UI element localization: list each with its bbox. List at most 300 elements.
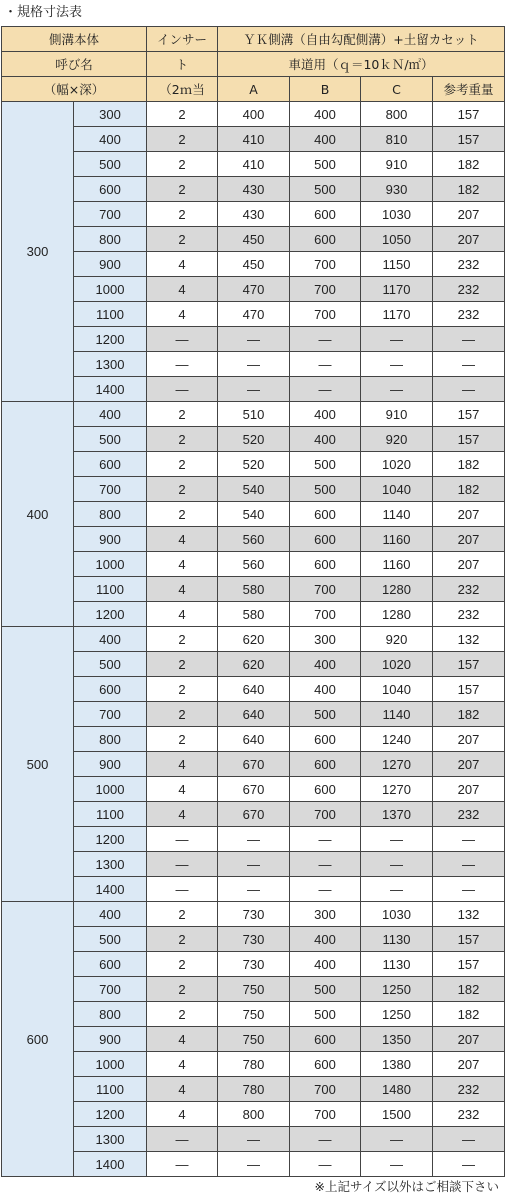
dim-a-cell: 620 — [218, 627, 290, 652]
size-cell: 600 — [74, 952, 147, 977]
dim-c-cell: 1040 — [361, 477, 433, 502]
dim-c-cell: 1370 — [361, 802, 433, 827]
weight-cell: — — [433, 852, 505, 877]
dim-c-cell: — — [361, 827, 433, 852]
size-cell: 900 — [74, 252, 147, 277]
dim-a-cell: 640 — [218, 702, 290, 727]
dim-a-cell: — — [218, 1127, 290, 1152]
weight-cell: 207 — [433, 752, 505, 777]
dim-b-cell: — — [290, 377, 361, 402]
table-row — [2, 602, 505, 627]
size-cell: 600 — [74, 677, 147, 702]
dim-a-cell: 430 — [218, 177, 290, 202]
dim-a-cell: 410 — [218, 152, 290, 177]
dim-c-cell: 1170 — [361, 302, 433, 327]
dim-c-cell: 910 — [361, 402, 433, 427]
insert-cell: 4 — [147, 1077, 218, 1102]
weight-cell: 157 — [433, 127, 505, 152]
size-cell: 900 — [74, 752, 147, 777]
size-cell: 1000 — [74, 777, 147, 802]
table-row — [2, 327, 505, 352]
header-insert-2: ト — [147, 52, 218, 77]
table-row — [2, 252, 505, 277]
dim-b-cell: 600 — [290, 1052, 361, 1077]
weight-cell: — — [433, 827, 505, 852]
weight-cell: — — [433, 877, 505, 902]
header-col-a: A — [218, 77, 290, 102]
dim-c-cell: — — [361, 852, 433, 877]
header-insert-3: （2ｍ当 — [147, 77, 218, 102]
dim-c-cell: — — [361, 327, 433, 352]
dim-c-cell: 1020 — [361, 652, 433, 677]
table-row — [2, 977, 505, 1002]
weight-cell: 232 — [433, 302, 505, 327]
size-cell: 800 — [74, 727, 147, 752]
dim-a-cell: — — [218, 827, 290, 852]
table-row — [2, 102, 505, 127]
header-col-b: B — [290, 77, 361, 102]
dim-b-cell: 300 — [290, 627, 361, 652]
dim-c-cell: 1250 — [361, 1002, 433, 1027]
insert-cell: 2 — [147, 402, 218, 427]
table-row — [2, 927, 505, 952]
dim-a-cell: 640 — [218, 677, 290, 702]
group-width-cell: 600 — [2, 902, 74, 1177]
size-cell: 700 — [74, 202, 147, 227]
dim-a-cell: — — [218, 877, 290, 902]
size-cell: 1100 — [74, 577, 147, 602]
weight-cell: 157 — [433, 427, 505, 452]
insert-cell: 2 — [147, 652, 218, 677]
dim-c-cell: — — [361, 1152, 433, 1177]
dim-c-cell: 1380 — [361, 1052, 433, 1077]
dim-c-cell: 1280 — [361, 602, 433, 627]
weight-cell: 232 — [433, 602, 505, 627]
insert-cell: — — [147, 852, 218, 877]
table-row — [2, 527, 505, 552]
size-cell: 500 — [74, 427, 147, 452]
dim-a-cell: 780 — [218, 1077, 290, 1102]
table-row — [2, 952, 505, 977]
dim-b-cell: 400 — [290, 427, 361, 452]
dim-c-cell: 1480 — [361, 1077, 433, 1102]
dim-c-cell: 1030 — [361, 902, 433, 927]
table-row — [2, 402, 505, 427]
insert-cell: 4 — [147, 277, 218, 302]
dim-b-cell: 400 — [290, 127, 361, 152]
size-cell: 400 — [74, 902, 147, 927]
dim-b-cell: 400 — [290, 102, 361, 127]
dim-b-cell: 600 — [290, 527, 361, 552]
dim-c-cell: — — [361, 1127, 433, 1152]
dim-c-cell: 910 — [361, 152, 433, 177]
size-cell: 800 — [74, 502, 147, 527]
size-cell: 1300 — [74, 1127, 147, 1152]
weight-cell: — — [433, 327, 505, 352]
size-cell: 1100 — [74, 1077, 147, 1102]
dim-a-cell: — — [218, 377, 290, 402]
table-row — [2, 702, 505, 727]
size-cell: 500 — [74, 152, 147, 177]
size-cell: 300 — [74, 102, 147, 127]
dim-b-cell: 500 — [290, 177, 361, 202]
dim-b-cell: 700 — [290, 302, 361, 327]
size-cell: 1400 — [74, 377, 147, 402]
table-row — [2, 752, 505, 777]
dim-a-cell: — — [218, 1152, 290, 1177]
insert-cell: 2 — [147, 1002, 218, 1027]
weight-cell: 207 — [433, 727, 505, 752]
dim-b-cell: 400 — [290, 402, 361, 427]
dim-a-cell: 780 — [218, 1052, 290, 1077]
dim-a-cell: 670 — [218, 777, 290, 802]
table-row — [2, 227, 505, 252]
weight-cell: 182 — [433, 477, 505, 502]
insert-cell: — — [147, 1152, 218, 1177]
header-dims: （幅×深） — [2, 77, 147, 102]
dim-c-cell: 1350 — [361, 1027, 433, 1052]
weight-cell: 157 — [433, 677, 505, 702]
dim-c-cell: 920 — [361, 427, 433, 452]
table-row — [2, 677, 505, 702]
dim-c-cell: 1140 — [361, 502, 433, 527]
dim-b-cell: — — [290, 852, 361, 877]
size-cell: 1400 — [74, 877, 147, 902]
dim-c-cell: 1150 — [361, 252, 433, 277]
dim-a-cell: 520 — [218, 452, 290, 477]
dim-c-cell: 1160 — [361, 552, 433, 577]
dim-a-cell: 670 — [218, 752, 290, 777]
dim-b-cell: 500 — [290, 152, 361, 177]
table-row — [2, 177, 505, 202]
table-row — [2, 427, 505, 452]
insert-cell: 2 — [147, 702, 218, 727]
weight-cell: 132 — [433, 902, 505, 927]
header-nominal: 呼び名 — [2, 52, 147, 77]
dim-a-cell: 470 — [218, 302, 290, 327]
dim-b-cell: 500 — [290, 477, 361, 502]
size-cell: 1300 — [74, 852, 147, 877]
size-cell: 1200 — [74, 1102, 147, 1127]
dim-b-cell: — — [290, 877, 361, 902]
dim-a-cell: 450 — [218, 252, 290, 277]
dim-a-cell: 540 — [218, 502, 290, 527]
dim-b-cell: 700 — [290, 802, 361, 827]
dim-c-cell: 1130 — [361, 952, 433, 977]
weight-cell: 232 — [433, 277, 505, 302]
insert-cell: — — [147, 1127, 218, 1152]
dim-a-cell: 560 — [218, 552, 290, 577]
dim-c-cell: 1140 — [361, 702, 433, 727]
weight-cell: 207 — [433, 1052, 505, 1077]
table-row — [2, 852, 505, 877]
dim-b-cell: 400 — [290, 677, 361, 702]
dim-b-cell: 700 — [290, 577, 361, 602]
insert-cell: 4 — [147, 602, 218, 627]
dim-c-cell: 1030 — [361, 202, 433, 227]
size-cell: 1100 — [74, 302, 147, 327]
dim-a-cell: 640 — [218, 727, 290, 752]
size-cell: 1300 — [74, 352, 147, 377]
dim-b-cell: 600 — [290, 202, 361, 227]
size-cell: 600 — [74, 452, 147, 477]
insert-cell: 4 — [147, 802, 218, 827]
weight-cell: 232 — [433, 577, 505, 602]
table-row — [2, 1127, 505, 1152]
dim-b-cell: 500 — [290, 1002, 361, 1027]
size-cell: 700 — [74, 977, 147, 1002]
header-body: 側溝本体 — [2, 27, 147, 52]
dim-c-cell: — — [361, 377, 433, 402]
dim-c-cell: 1130 — [361, 927, 433, 952]
dim-c-cell: 810 — [361, 127, 433, 152]
insert-cell: 2 — [147, 452, 218, 477]
insert-cell: 4 — [147, 252, 218, 277]
dim-c-cell: 1240 — [361, 727, 433, 752]
dim-b-cell: 600 — [290, 502, 361, 527]
insert-cell: 4 — [147, 1027, 218, 1052]
dim-a-cell: 750 — [218, 1027, 290, 1052]
table-row — [2, 902, 505, 927]
dim-c-cell: 800 — [361, 102, 433, 127]
insert-cell: 2 — [147, 227, 218, 252]
dim-b-cell: 600 — [290, 777, 361, 802]
dim-b-cell: 500 — [290, 452, 361, 477]
dim-c-cell: 1050 — [361, 227, 433, 252]
weight-cell: 182 — [433, 452, 505, 477]
weight-cell: 207 — [433, 777, 505, 802]
insert-cell: 4 — [147, 752, 218, 777]
dim-a-cell: 620 — [218, 652, 290, 677]
dim-b-cell: 700 — [290, 1077, 361, 1102]
insert-cell: 2 — [147, 502, 218, 527]
table-row — [2, 377, 505, 402]
dim-a-cell: 520 — [218, 427, 290, 452]
insert-cell: 2 — [147, 902, 218, 927]
insert-cell: 2 — [147, 477, 218, 502]
dim-b-cell: — — [290, 352, 361, 377]
dim-a-cell: 560 — [218, 527, 290, 552]
insert-cell: 2 — [147, 427, 218, 452]
weight-cell: 207 — [433, 202, 505, 227]
insert-cell: 2 — [147, 202, 218, 227]
table-row — [2, 202, 505, 227]
dim-b-cell: — — [290, 327, 361, 352]
dim-c-cell: — — [361, 352, 433, 377]
dim-b-cell: 600 — [290, 227, 361, 252]
table-row — [2, 302, 505, 327]
weight-cell: 182 — [433, 702, 505, 727]
size-cell: 500 — [74, 927, 147, 952]
dim-a-cell: — — [218, 352, 290, 377]
insert-cell: 2 — [147, 677, 218, 702]
size-cell: 900 — [74, 527, 147, 552]
insert-cell: 4 — [147, 577, 218, 602]
dim-b-cell: — — [290, 1152, 361, 1177]
dim-b-cell: 700 — [290, 1102, 361, 1127]
size-cell: 400 — [74, 127, 147, 152]
size-cell: 1200 — [74, 327, 147, 352]
dim-b-cell: 600 — [290, 1027, 361, 1052]
dim-b-cell: 600 — [290, 752, 361, 777]
dim-c-cell: 1280 — [361, 577, 433, 602]
dim-b-cell: — — [290, 827, 361, 852]
insert-cell: 2 — [147, 927, 218, 952]
dim-c-cell: 1160 — [361, 527, 433, 552]
dim-a-cell: 580 — [218, 602, 290, 627]
table-row — [2, 1077, 505, 1102]
header-col-c: C — [361, 77, 433, 102]
weight-cell: 232 — [433, 252, 505, 277]
dim-a-cell: 580 — [218, 577, 290, 602]
insert-cell: 2 — [147, 102, 218, 127]
size-cell: 1200 — [74, 827, 147, 852]
weight-cell: 232 — [433, 802, 505, 827]
dim-a-cell: 750 — [218, 1002, 290, 1027]
insert-cell: 4 — [147, 777, 218, 802]
dim-c-cell: 1020 — [361, 452, 433, 477]
dim-b-cell: 400 — [290, 952, 361, 977]
dim-a-cell: 750 — [218, 977, 290, 1002]
weight-cell: — — [433, 352, 505, 377]
dim-a-cell: 510 — [218, 402, 290, 427]
insert-cell: — — [147, 327, 218, 352]
insert-cell: 2 — [147, 977, 218, 1002]
table-row — [2, 1027, 505, 1052]
size-cell: 400 — [74, 627, 147, 652]
table-row — [2, 502, 505, 527]
size-cell: 800 — [74, 227, 147, 252]
weight-cell: 182 — [433, 1002, 505, 1027]
table-row — [2, 1052, 505, 1077]
header-yk: ＹＫ側溝（自由勾配側溝）+土留カセット — [218, 27, 505, 52]
size-cell: 1200 — [74, 602, 147, 627]
dim-c-cell: 1170 — [361, 277, 433, 302]
weight-cell: — — [433, 1127, 505, 1152]
dim-b-cell: 500 — [290, 702, 361, 727]
weight-cell: 207 — [433, 502, 505, 527]
insert-cell: 4 — [147, 527, 218, 552]
dim-a-cell: — — [218, 852, 290, 877]
table-row — [2, 652, 505, 677]
insert-cell: — — [147, 877, 218, 902]
weight-cell: 157 — [433, 402, 505, 427]
header-insert-1: インサー — [147, 27, 218, 52]
insert-cell: — — [147, 827, 218, 852]
dim-c-cell: 920 — [361, 627, 433, 652]
weight-cell: 207 — [433, 527, 505, 552]
weight-cell: 132 — [433, 627, 505, 652]
insert-cell: 2 — [147, 952, 218, 977]
group-width-cell: 400 — [2, 402, 74, 627]
table-row — [2, 627, 505, 652]
weight-cell: 207 — [433, 552, 505, 577]
table-row — [2, 777, 505, 802]
group-width-cell: 300 — [2, 102, 74, 402]
size-cell: 700 — [74, 702, 147, 727]
insert-cell: 2 — [147, 627, 218, 652]
weight-cell: 207 — [433, 227, 505, 252]
weight-cell: 157 — [433, 952, 505, 977]
table-row — [2, 152, 505, 177]
dim-a-cell: 800 — [218, 1102, 290, 1127]
table-row — [2, 477, 505, 502]
table-row — [2, 577, 505, 602]
size-cell: 500 — [74, 652, 147, 677]
size-cell: 1000 — [74, 277, 147, 302]
dim-a-cell: 410 — [218, 127, 290, 152]
size-cell: 1000 — [74, 552, 147, 577]
table-row — [2, 277, 505, 302]
table-row — [2, 1152, 505, 1177]
dim-b-cell: 400 — [290, 652, 361, 677]
dim-b-cell: 600 — [290, 552, 361, 577]
table-row — [2, 877, 505, 902]
size-cell: 600 — [74, 177, 147, 202]
size-cell: 800 — [74, 1002, 147, 1027]
dim-b-cell: 500 — [290, 977, 361, 1002]
spec-table — [1, 26, 505, 1177]
dim-a-cell: 540 — [218, 477, 290, 502]
weight-cell: — — [433, 1152, 505, 1177]
table-row — [2, 802, 505, 827]
group-width-cell: 500 — [2, 627, 74, 902]
dim-c-cell: 1040 — [361, 677, 433, 702]
table-row — [2, 452, 505, 477]
weight-cell: 182 — [433, 177, 505, 202]
dim-c-cell: — — [361, 877, 433, 902]
size-cell: 400 — [74, 402, 147, 427]
dim-b-cell: — — [290, 1127, 361, 1152]
weight-cell: 207 — [433, 1027, 505, 1052]
footnote: ※上記サイズ以外はご相談下さい — [314, 1179, 499, 1194]
table-row — [2, 827, 505, 852]
table-row — [2, 727, 505, 752]
weight-cell: 182 — [433, 977, 505, 1002]
dim-a-cell: 450 — [218, 227, 290, 252]
dim-b-cell: 400 — [290, 927, 361, 952]
insert-cell: 2 — [147, 727, 218, 752]
weight-cell: 232 — [433, 1102, 505, 1127]
dim-b-cell: 700 — [290, 602, 361, 627]
weight-cell: — — [433, 377, 505, 402]
insert-cell: 4 — [147, 1052, 218, 1077]
size-cell: 1100 — [74, 802, 147, 827]
dim-a-cell: 400 — [218, 102, 290, 127]
dim-c-cell: 1250 — [361, 977, 433, 1002]
size-cell: 1400 — [74, 1152, 147, 1177]
dim-a-cell: 470 — [218, 277, 290, 302]
header-load: 車道用（ｑ＝10ｋＮ/㎡） — [218, 52, 505, 77]
dim-a-cell: 730 — [218, 927, 290, 952]
dim-c-cell: 1270 — [361, 777, 433, 802]
weight-cell: 157 — [433, 102, 505, 127]
size-cell: 900 — [74, 1027, 147, 1052]
dim-a-cell: 670 — [218, 802, 290, 827]
dim-b-cell: 700 — [290, 252, 361, 277]
table-row — [2, 1102, 505, 1127]
dim-b-cell: 600 — [290, 727, 361, 752]
dim-c-cell: 930 — [361, 177, 433, 202]
dim-a-cell: 730 — [218, 902, 290, 927]
table-row — [2, 552, 505, 577]
insert-cell: 4 — [147, 1102, 218, 1127]
weight-cell: 182 — [433, 152, 505, 177]
insert-cell: 2 — [147, 177, 218, 202]
dim-b-cell: 700 — [290, 277, 361, 302]
insert-cell: 4 — [147, 302, 218, 327]
dim-a-cell: 730 — [218, 952, 290, 977]
